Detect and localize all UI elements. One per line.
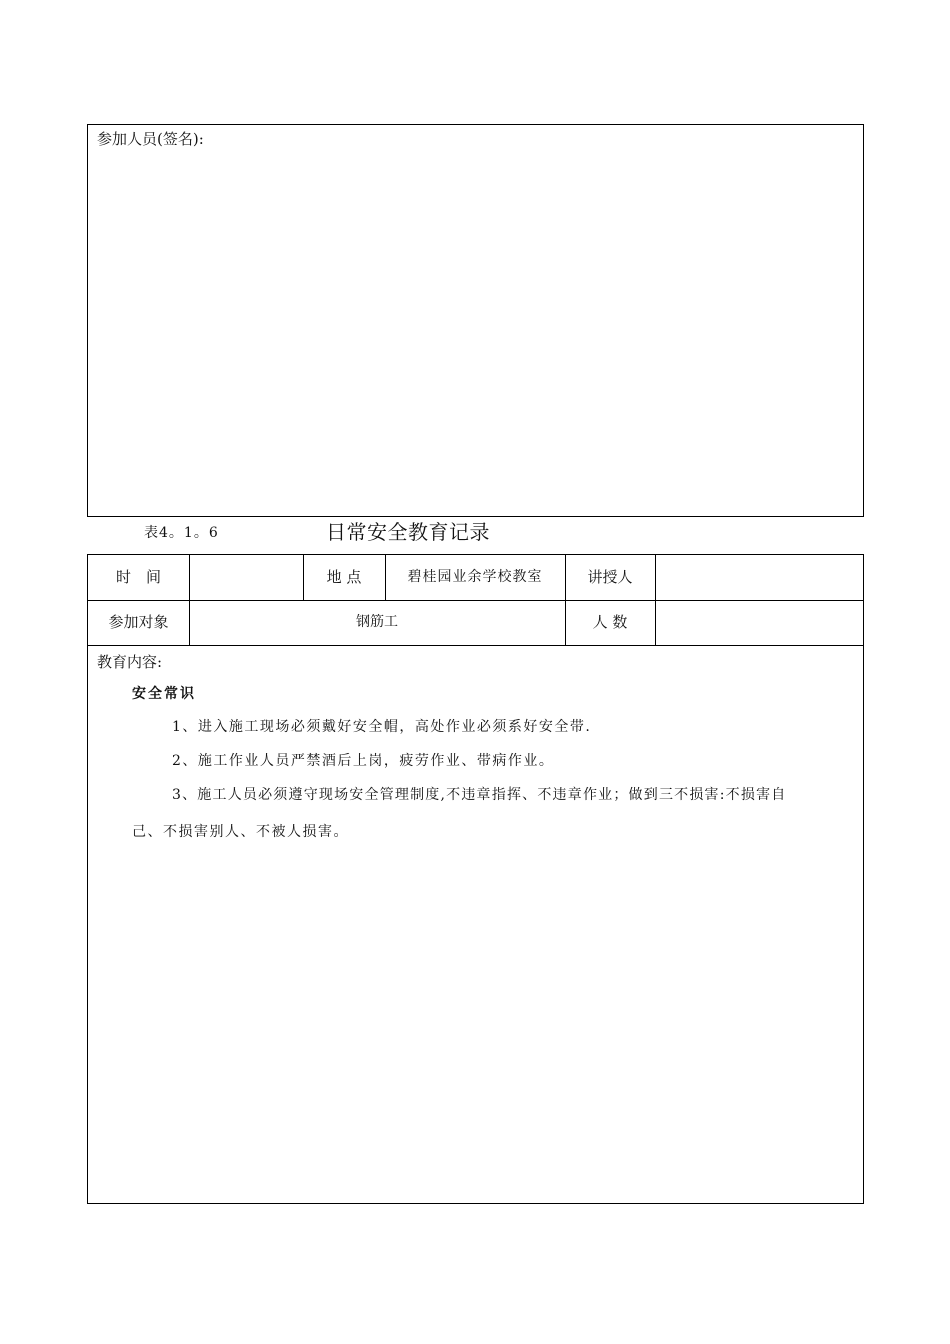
row-divider bbox=[88, 600, 863, 601]
count-label: 人 数 bbox=[592, 613, 628, 631]
column-divider bbox=[655, 555, 656, 645]
signature-label: 参加人员(签名): bbox=[97, 130, 204, 148]
content-label: 教育内容: bbox=[97, 653, 163, 671]
column-divider bbox=[189, 555, 190, 600]
content-line: 1、进入施工现场必须戴好安全帽，高处作业必须系好安全带. bbox=[172, 719, 592, 735]
lecturer-label: 讲授人 bbox=[587, 568, 633, 586]
place-value: 碧桂园业余学校教室 bbox=[407, 569, 543, 585]
participants-label: 参加对象 bbox=[108, 613, 169, 631]
participants-value: 钢筋工 bbox=[356, 614, 398, 630]
content-line: 2、施工作业人员严禁酒后上岗，疲劳作业、带病作业。 bbox=[172, 753, 555, 769]
record-table bbox=[87, 554, 864, 1204]
time-label: 时 间 bbox=[115, 568, 161, 586]
place-label: 地 点 bbox=[326, 568, 362, 586]
content-heading: 安全常识 bbox=[132, 686, 196, 702]
signature-box bbox=[87, 124, 864, 517]
content-line: 3、施工人员必须遵守现场安全管理制度,不违章指挥、不违章作业；做到三不损害:不损害自 bbox=[172, 787, 787, 803]
table-number: 表4。1。6 bbox=[144, 525, 219, 541]
row-divider bbox=[88, 645, 863, 646]
document-title: 日常安全教育记录 bbox=[326, 520, 490, 544]
content-line: 己、不损害别人、不被人损害。 bbox=[132, 824, 349, 840]
